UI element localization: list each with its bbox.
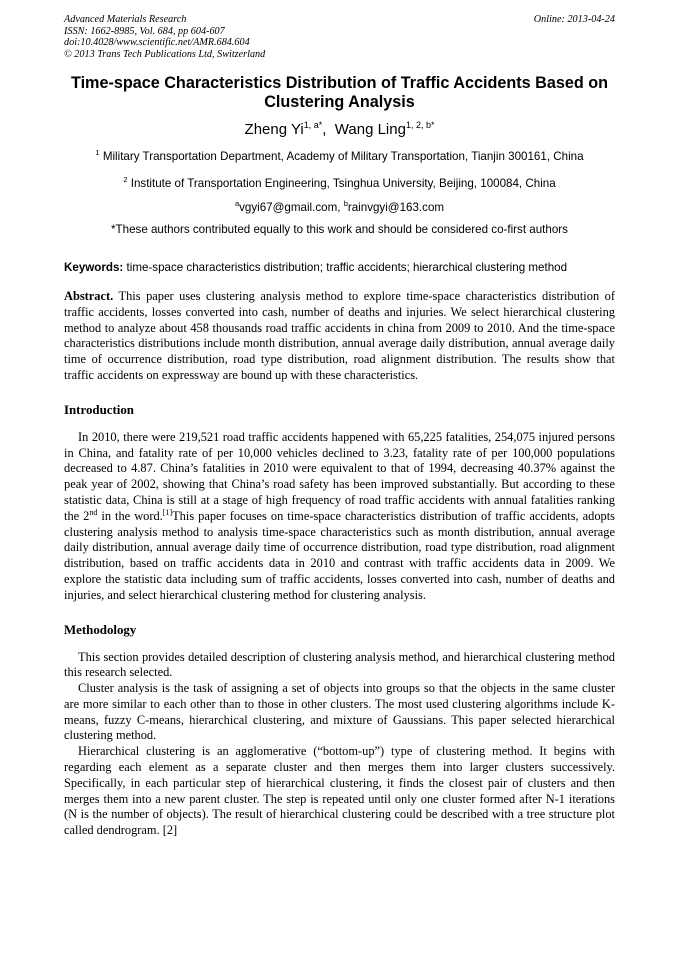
email-address: rainvgyi@163.com [347,200,445,214]
methodology-paragraph: This section provides detailed description of clustering analysis method, and hierarchical clustering method this research selected. [64,649,615,680]
email-line [64,197,615,215]
introduction-paragraph [64,430,615,604]
intro-text-part1: In 2010, there were 219,521 road traffic accidents happened with 65,225 fatalities, 254,075 injured persons in China, and fatality rate of per 10,000 vehicles declined to 3.23, fatality rate of per 100,000 populations decreased to 4.87. China’s fatalities in 2010 were equivalent to that of 1994, decreasing 40.37% against the peak year of 2002, showing that China’s road safety has been improved substantially. But according to these statistic data, China is still at a stage of high frequency of road traffic accidents with annual fatalities ranking the 2 [64,429,615,523]
affiliation-text: Institute of Transportation Engineering, Tsinghua University, Beijing, 100084, China [130,177,556,191]
methodology-paragraph: Hierarchical clustering is an agglomerative (“bottom-up”) type of clustering method. It begins with regarding each element as a separate cluster and then merges them into larger clusters successively. Specifically, in each particular step of hierarchical clustering, it finds the closest pair of clusters and then merges them into a new parent cluster. The step is repeated until only one cluster formed after N-1 iterations (N is the number of objects). The result of hierarchical clustering could be described with a tree structure plot called dendrogram. [2] [64,744,615,838]
doi-line: doi:10.4028/www.scientific.net/AMR.684.604 [64,37,250,49]
affiliation [64,173,615,191]
intro-text-part2: in the word. [97,508,163,523]
copyright-line: © 2013 Trans Tech Publications Ltd, Switzerland [64,48,266,60]
author-name: Zheng Yi [244,121,304,139]
author-affiliation-mark: 1, a* [303,120,323,131]
issn-line: ISSN: 1662-8985, Vol. 684, pp 604-607 [64,25,225,37]
affiliation [64,146,615,164]
co-first-author-note: *These authors contributed equally to this work and should be considered co-first authors [111,222,568,236]
email-address: vgyi67@gmail.com, [239,200,341,214]
abstract-text: This paper uses clustering analysis method to explore time-space characteristics distribution of traffic accidents, losses converted into cash, number of deaths and injuries. We select hierarchical clustering method to analyze about 458 thousands road traffic accidents in china from 2009 to 2010. And the time-space characteristics distributions include month distribution, annual average daily distribution, annual average daily time of occurrence distribution, road type distribution, road alignment distribution. The results show that traffic accidents on expressway are bound up with these characteristics. [64,288,615,382]
author-affiliation-mark: 1, 2, b* [405,120,435,131]
section-heading-methodology: Methodology [64,622,137,637]
author-name: Wang Ling [334,121,406,139]
affiliation-mark: 2 [123,175,128,185]
citation-marker: [1] [162,507,173,517]
paper-title: Time-space Characteristics Distribution of Traffic Accidents Based on Clustering Analysis [70,74,609,112]
paper-page [64,14,615,839]
journal-name: Advanced Materials Research [64,14,187,25]
email-mark: a [234,199,240,209]
email-mark: b [343,199,348,209]
author-list: Zheng $Yi^{1, a*}$, Wang Ling$^{1, 2, b*}$ [244,120,435,139]
keywords-label: Keywords: [64,260,124,274]
abstract [64,289,615,384]
intro-text-part3: This paper focuses on time-space characteristics distribution of traffic accidents, adopts clustering analysis method to analysis time-space characteristics such as month distribution, annual average daily distribution, annual average daily time of occurrence distribution, road type distribution, road alignment distribution, based on traffic accidents data in 2010 and contrast with traffic accidents data in 2009. We explore the statistic data including sum of traffic accidents, losses converted into cash, number of deaths and injuries, and select hierarchical clustering method for clustering analysis. [64,508,615,602]
journal-header [64,14,615,60]
ordinal-superscript: nd [89,507,98,517]
online-date: Online: 2013-04-24 [533,14,615,25]
section-heading-introduction: Introduction [64,402,134,417]
keywords-text: time-space characteristics distribution; traffic accidents; hierarchical clustering method [126,260,568,274]
keywords [64,261,615,275]
affiliation-text: Military Transportation Department, Academy of Military Transportation, Tianjin 300161, China [102,150,584,164]
affiliation-mark: 1 [95,148,100,158]
methodology-paragraph: Cluster analysis is the task of assigning a set of objects into groups so that the objects in the same cluster are more similar to each other than to those in other clusters. The most used clustering algorithms include K-means, fuzzy C-means, hierarchical clustering, and mixture of Gaussians. This paper selected hierarchical clustering method. [64,681,615,743]
abstract-label: Abstract. [64,288,114,303]
